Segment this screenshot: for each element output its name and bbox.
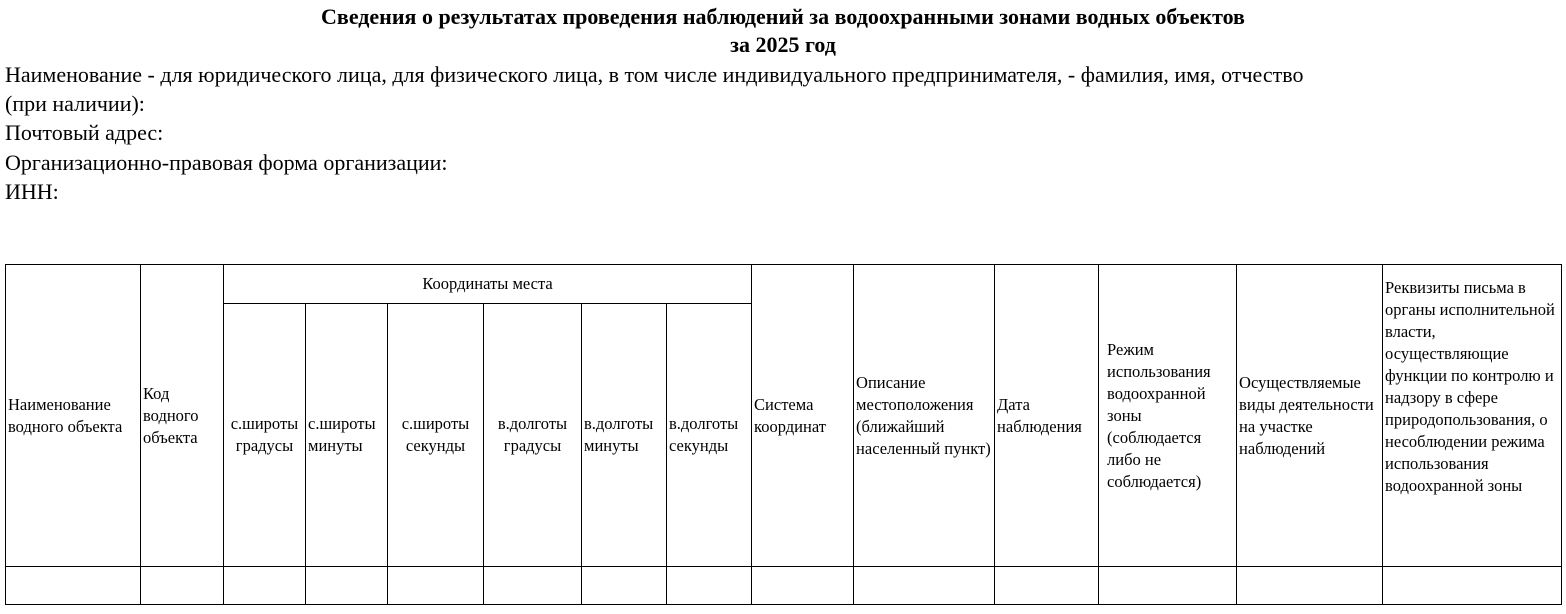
postal-address-label: Почтовый адрес: [5,120,164,145]
header-letter-details: Реквизиты письма в органы исполнительной власти, осуществляющие функции по контролю и надзору в сфере природопользования, о несоблюдении режима использования водоохранной зоны [1383,265,1562,567]
table-cell[interactable] [582,567,667,605]
table-cell[interactable] [1099,567,1237,605]
header-lon-degrees: в.долготы градусы [484,304,582,567]
name-field-label: Наименование - для юридического лица, для физического лица, в том числе индивидуального предпринимателя, - фамилия, имя, отчество [5,62,1304,87]
header-coordinates-group: Координаты места [224,265,752,304]
header-zone-regime: Режим использования водоохранной зоны (соблюдается либо не соблюдается) [1099,265,1237,567]
table-cell[interactable] [388,567,484,605]
org-form-label: Организационно-правовая форма организации: [5,150,448,175]
document-year: за 2025 год [730,32,836,57]
table-cell[interactable] [995,567,1099,605]
header-coordinate-system: Система координат [752,265,854,567]
header-lon-minutes: в.долготы минуты [582,304,667,567]
header-activities: Осуществляемые виды деятельности на участке наблюдений [1237,265,1383,567]
header-lat-degrees: с.широты градусы [224,304,306,567]
table-cell[interactable] [484,567,582,605]
table-cell[interactable] [854,567,995,605]
header-lon-seconds: в.долготы секунды [667,304,752,567]
table-cell[interactable] [306,567,388,605]
table-cell[interactable] [141,567,224,605]
header-lat-minutes: с.широты минуты [306,304,388,567]
table-row [6,567,1562,605]
table-cell[interactable] [224,567,306,605]
table-cell[interactable] [667,567,752,605]
header-water-body-code: Код водного объекта [141,265,224,567]
header-water-body-name: Наименование водного объекта [6,265,141,567]
header-lat-seconds: с.широты секунды [388,304,484,567]
name-field-label-cont: (при наличии): [5,91,145,116]
document-title: Сведения о результатах проведения наблюдений за водоохранными зонами водных объектов [321,4,1245,29]
table-cell[interactable] [1383,567,1562,605]
header-observation-date: Дата наблюдения [995,265,1099,567]
table-cell[interactable] [6,567,141,605]
observations-table [5,264,1562,605]
header-location-description: Описание местоположения (ближайший населенный пункт) [854,265,995,567]
inn-label: ИНН: [5,179,59,204]
table-cell[interactable] [752,567,854,605]
table-cell[interactable] [1237,567,1383,605]
